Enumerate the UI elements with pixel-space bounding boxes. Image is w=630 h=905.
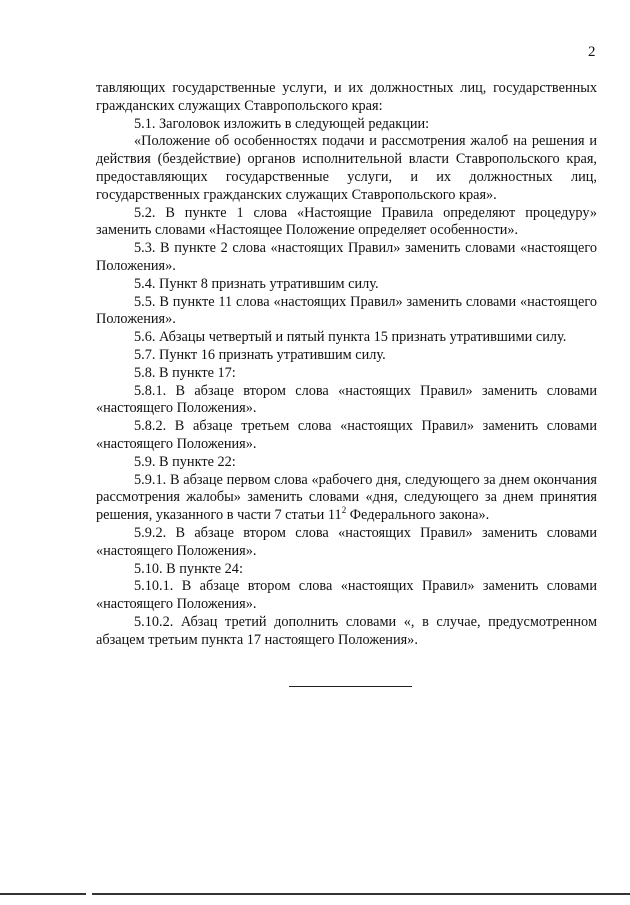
paragraph-5-10-2: 5.10.2. Абзац третий дополнить словами «, в случае, предусмотренном абзацем третьим пункта 17 настоящего Положения».: [96, 613, 597, 648]
end-of-text-divider: [289, 686, 412, 687]
superscript-index: 2: [341, 505, 347, 516]
paragraph-5-7: 5.7. Пункт 16 признать утратившим силу.: [134, 346, 386, 363]
paragraph-5-8-2: 5.8.2. В абзаце третьем слова «настоящих Правил» заменить словами «настоящего Положения».: [96, 418, 597, 452]
paragraph-5-2: 5.2. В пункте 1 слова «Настоящие Правила определяют процедуру» заменить словами «Настоящее Положение определяет особенности».: [96, 204, 597, 239]
paragraph-5-9-1-text: 5.9.1. В абзаце первом слова «рабочего дня, следующего за днем окончания рассмотрения жалобы» заменить словами «дня, следующего за днем принятия решения, указанного в части 7 статьи 11: [96, 471, 597, 524]
paragraph-5-5: 5.5. В пункте 11 слова «настоящих Правил» заменить словами «настоящего Положения».: [96, 293, 597, 328]
paragraph-5-6: 5.6. Абзацы четвертый и пятый пункта 15 признать утратившими силу.: [134, 329, 567, 346]
bottom-border-right: [92, 893, 630, 895]
paragraph-5-1: 5.1. Заголовок изложить в следующей редакции:: [134, 115, 430, 132]
paragraph-5-8: 5.8. В пункте 17:: [134, 364, 236, 381]
paragraph-5-9-2: 5.9.2. В абзаце втором слова «настоящих Правил» заменить словами «настоящего Положения».: [96, 524, 597, 559]
document-body: [96, 80, 597, 650]
paragraph-5-9-1: [96, 472, 597, 525]
paragraph-5-9-1-tail: Федерального закона».: [346, 507, 490, 524]
paragraph-continuation: тавляющих государственные услуги, и их должностных лиц, государственных гражданских служащих Ставропольского края:: [96, 80, 597, 114]
paragraph-5-8-1: 5.8.1. В абзаце втором слова «настоящих Правил» заменить словами «настоящего Положения».: [96, 382, 597, 417]
page-number: 2: [588, 44, 596, 60]
paragraph-5-10-1: 5.10.1. В абзаце втором слова «настоящих Правил» заменить словами «настоящего Положения».: [96, 578, 597, 613]
paragraph-5-9: 5.9. В пункте 22:: [134, 453, 236, 470]
bottom-border-left: [0, 893, 86, 895]
paragraph-5-10: 5.10. В пункте 24:: [134, 560, 243, 577]
paragraph-new-title: «Положение об особенностях подачи и рассмотрения жалоб на решения и действия (бездействие) органов исполнительной власти Ставропольского края, предоставляющих государственные услуги, и их должностных лиц, государственных гражданских служащих Ставропольского края».: [96, 133, 597, 203]
paragraph-5-4: 5.4. Пункт 8 признать утратившим силу.: [134, 275, 379, 292]
paragraph-5-3: 5.3. В пункте 2 слова «настоящих Правил» заменить словами «настоящего Положения».: [96, 240, 597, 274]
